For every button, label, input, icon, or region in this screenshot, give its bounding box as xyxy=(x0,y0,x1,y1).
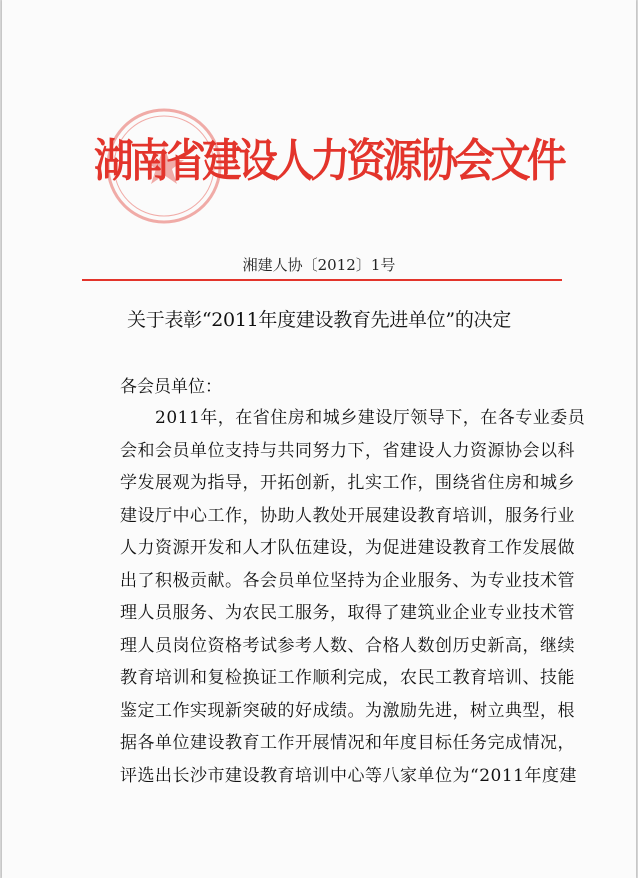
body-line: 理人员岗位资格考试参考人数、合格人数创历史新高，继续 xyxy=(120,635,575,656)
document-number: 湘建人协〔2012〕1号 xyxy=(242,256,396,274)
body-line: 2011年，在省住房和城乡建设厅领导下，在各专业委员 xyxy=(120,408,586,428)
document-page xyxy=(2,0,636,878)
body-line: 据各单位建设教育工作开展情况和年度目标任务完成情况， xyxy=(120,733,575,753)
body-line: 评选出长沙市建设教育培训中心等八家单位为“2011年度建 xyxy=(120,765,577,786)
body-line: 理人员服务、为农民工服务，取得了建筑业企业专业技术管 xyxy=(120,603,575,623)
body-line: 学发展观为指导，开拓创新，扎实工作，围绕省住房和城乡 xyxy=(120,473,575,493)
body-line: 出了积极贡献。各会员单位坚持为企业服务、为专业技术管 xyxy=(120,570,575,591)
document-header-title: 湖南省建设人力资源协会文件 xyxy=(94,134,564,187)
body-line: 鉴定工作实现新突破的好成绩。为激励先进，树立典型，根 xyxy=(120,700,575,721)
body-line: 人力资源开发和人才队伍建设，为促进建设教育工作发展做 xyxy=(120,538,575,558)
body-line: 建设厅中心工作，协助人教处开展建设教育培训，服务行业 xyxy=(120,505,575,526)
salutation: 各会员单位： xyxy=(120,377,222,397)
body-line: 教育培训和复检换证工作顺利完成，农民工教育培训、技能 xyxy=(120,668,575,688)
body-paragraph xyxy=(120,402,586,792)
header-divider xyxy=(82,279,562,281)
body-line: 会和会员单位支持与共同努力下，省建设人力资源协会以科 xyxy=(120,440,575,461)
document-subject-title: 关于表彰“2011年度建设教育先进单位”的决定 xyxy=(127,309,511,331)
